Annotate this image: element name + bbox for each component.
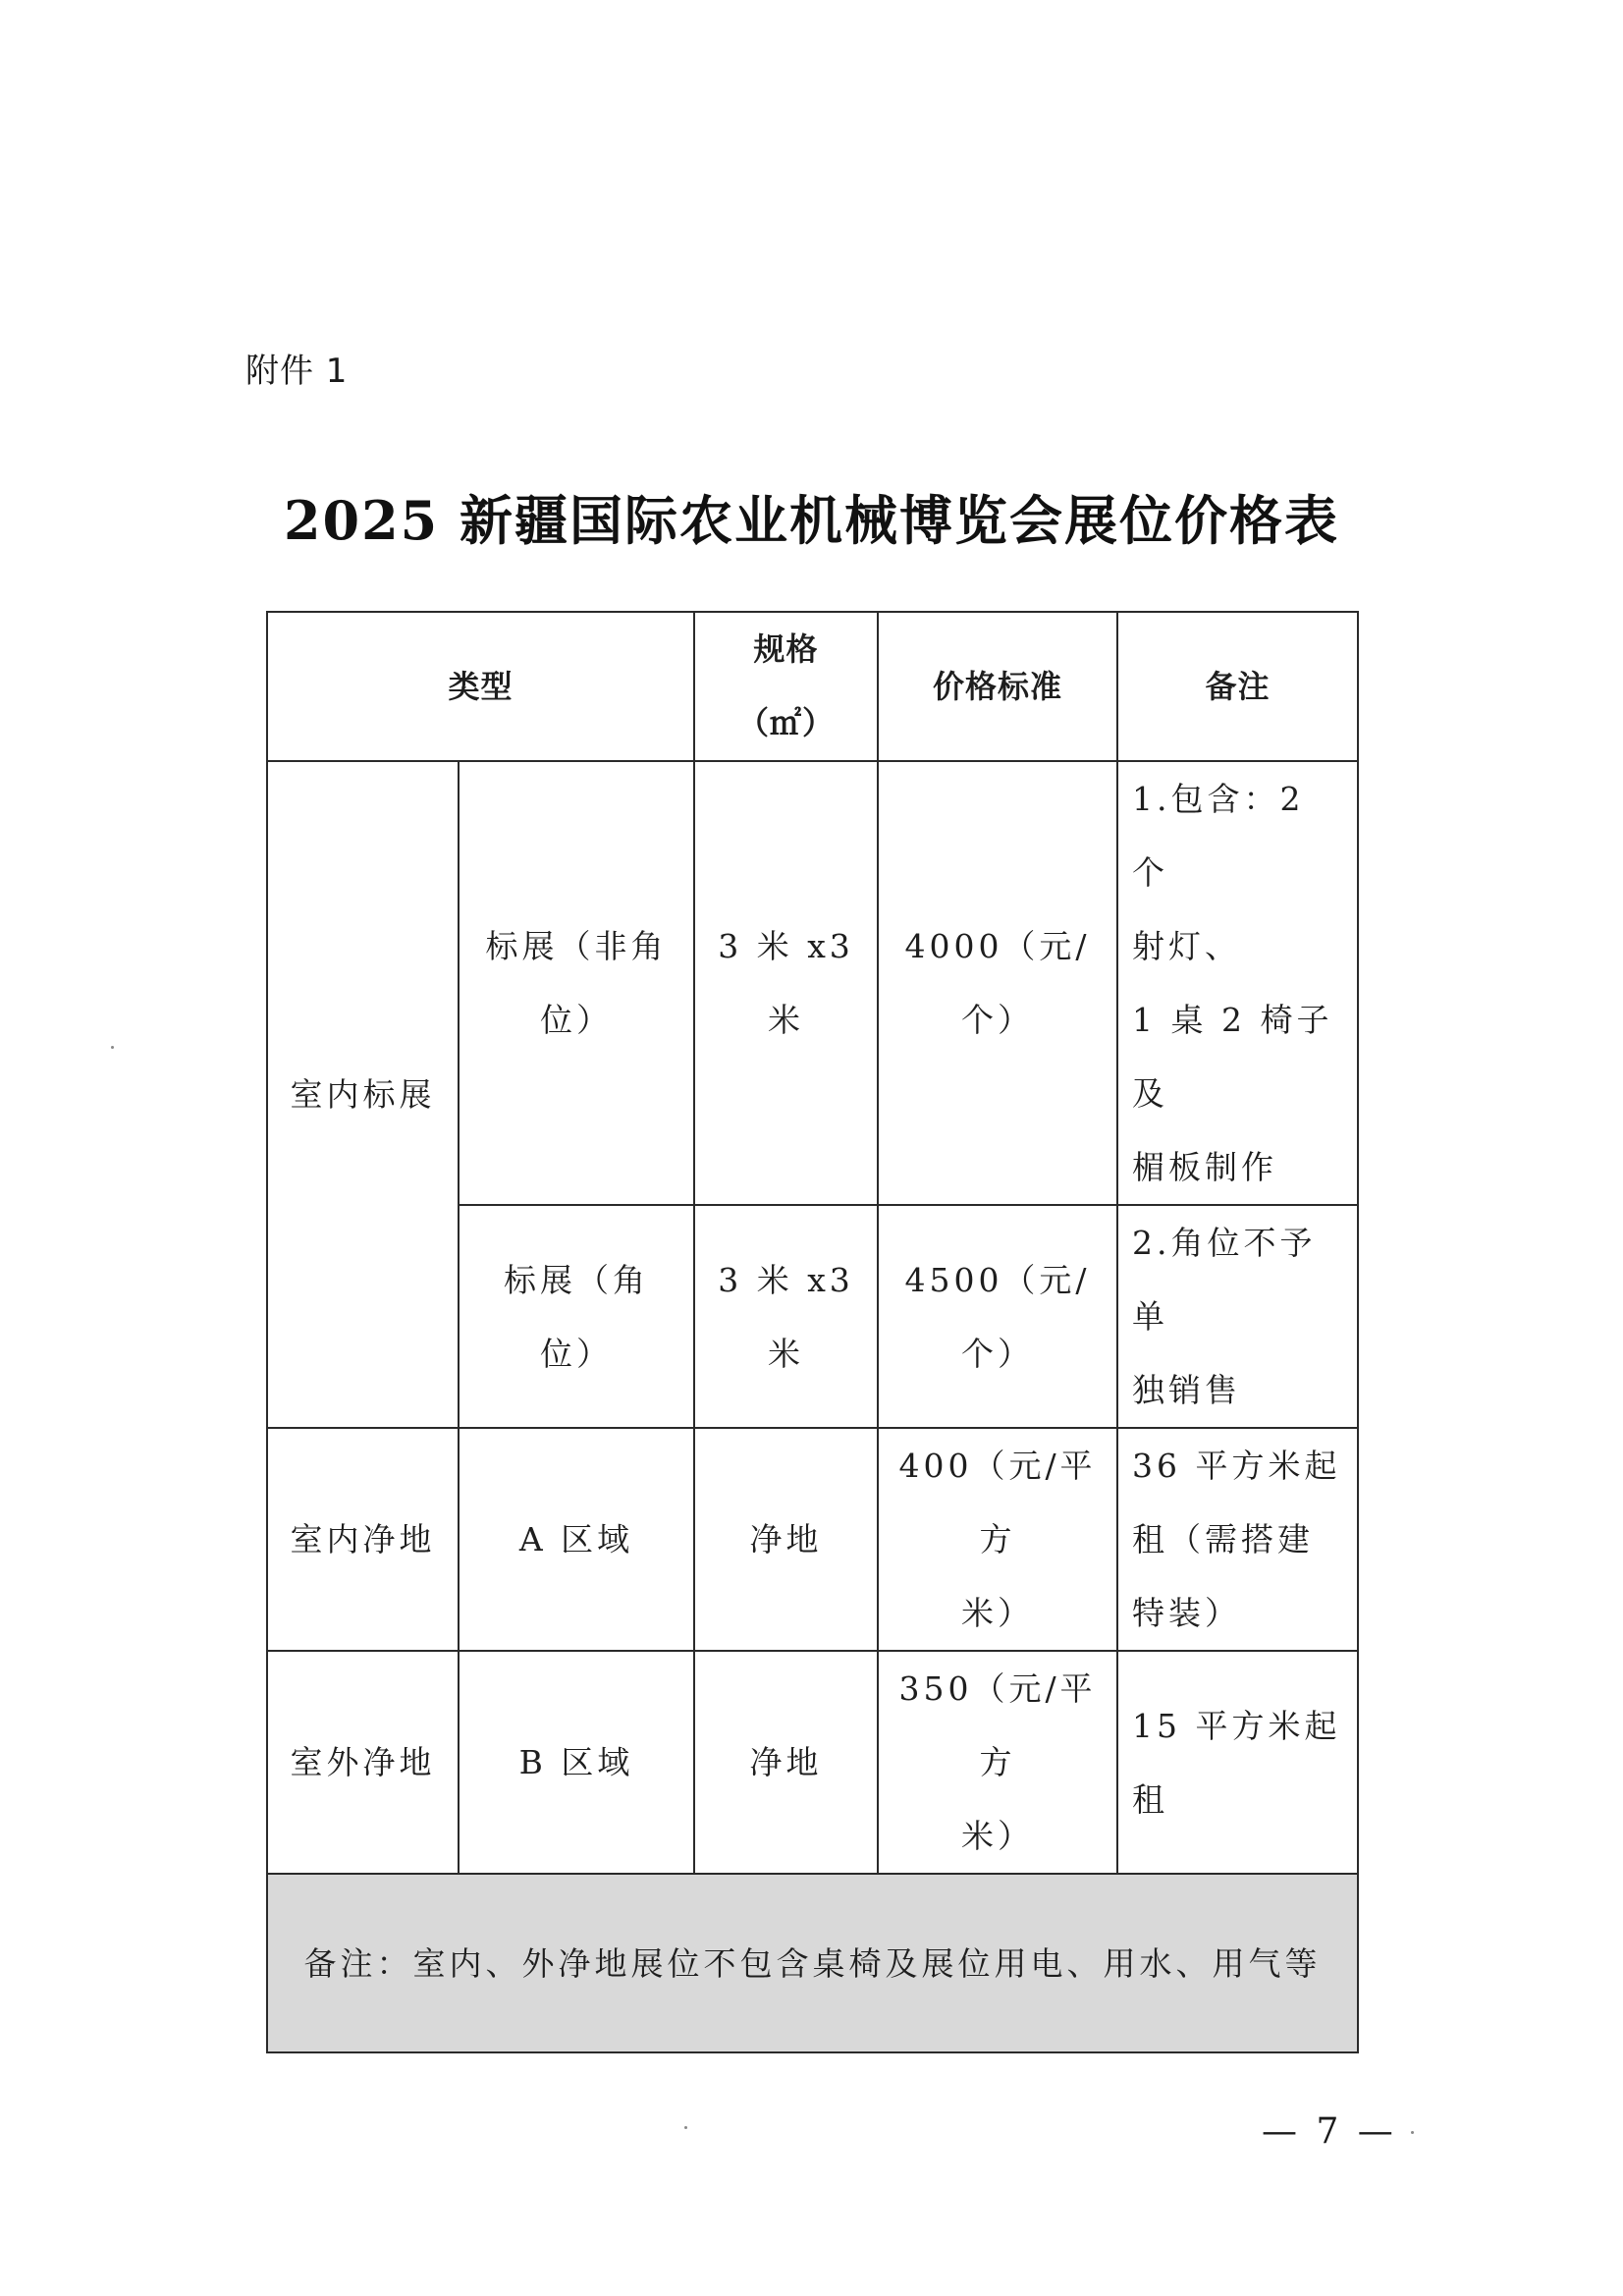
price-line: 4000（元/ xyxy=(904,927,1091,965)
remark-line: 楣板制作 xyxy=(1132,1148,1278,1186)
remark-cell xyxy=(1117,1205,1358,1428)
scan-speck xyxy=(1411,2131,1414,2134)
table-row xyxy=(267,1651,1358,1874)
subtype-cell: A 区域 xyxy=(459,1428,694,1651)
table-row xyxy=(267,1428,1358,1651)
remark-line: 2.角位不予单 xyxy=(1132,1224,1317,1336)
subtype-line: 标展（角 xyxy=(504,1260,649,1299)
spec-cell xyxy=(694,1205,878,1428)
category-cell: 室外净地 xyxy=(267,1651,459,1874)
attachment-label: 附件 1 xyxy=(245,352,349,391)
subtype-line: 标展（非角 xyxy=(485,927,668,965)
spec-line: 米 xyxy=(768,1334,805,1373)
remark-cell xyxy=(1117,1428,1358,1651)
header-type: 类型 xyxy=(267,612,694,761)
remark-cell xyxy=(1117,1651,1358,1874)
remark-line: 36 平方米起 xyxy=(1132,1447,1341,1485)
category-cell: 室内净地 xyxy=(267,1428,459,1651)
subtype-cell: B 区域 xyxy=(459,1651,694,1874)
header-spec-line1: 规格 xyxy=(753,630,819,668)
header-spec-line2: （㎡） xyxy=(737,704,836,741)
price-line: 350（元/平方 xyxy=(898,1669,1097,1781)
price-cell xyxy=(878,1205,1117,1428)
price-line: 4500（元/ xyxy=(904,1260,1091,1299)
price-line: 米） xyxy=(961,1817,1035,1855)
remark-line: 15 平方米起 xyxy=(1132,1706,1341,1745)
subtype-line: 位） xyxy=(540,1001,613,1039)
spec-cell: 净地 xyxy=(694,1651,878,1874)
price-line: 个） xyxy=(961,1334,1035,1373)
table-footer-row xyxy=(267,1874,1358,2052)
page-number: — 7 — xyxy=(1262,2111,1397,2152)
spec-line: 米 xyxy=(768,1001,805,1039)
remark-line: 1.包含：2 个 xyxy=(1132,780,1305,892)
table-row xyxy=(267,761,1358,1205)
footer-note: 备注：室内、外净地展位不包含桌椅及展位用电、用水、用气等 xyxy=(267,1874,1358,2052)
header-spec xyxy=(694,612,878,761)
category-cell: 室内标展 xyxy=(267,761,459,1428)
price-cell xyxy=(878,761,1117,1205)
spec-cell xyxy=(694,761,878,1205)
remark-line: 1 桌 2 椅子及 xyxy=(1132,1001,1333,1113)
price-line: 个） xyxy=(961,1001,1035,1039)
table-header-row xyxy=(267,612,1358,761)
header-price: 价格标准 xyxy=(878,612,1117,761)
remark-line: 特装） xyxy=(1132,1594,1242,1632)
scan-speck xyxy=(111,1046,114,1049)
price-cell xyxy=(878,1651,1117,1874)
price-line: 400（元/平方 xyxy=(898,1447,1097,1558)
remark-line: 射灯、 xyxy=(1132,927,1242,965)
document-title: 2025 新疆国际农业机械博览会展位价格表 xyxy=(283,489,1340,552)
remark-line: 独销售 xyxy=(1132,1371,1242,1409)
subtype-cell xyxy=(459,1205,694,1428)
booth-price-table xyxy=(266,611,1359,2053)
spec-line: 3 米 x3 xyxy=(718,927,854,965)
scan-speck xyxy=(684,2126,687,2129)
header-remark: 备注 xyxy=(1117,612,1358,761)
spec-line: 3 米 x3 xyxy=(718,1260,854,1299)
remark-line: 租（需搭建 xyxy=(1132,1520,1315,1558)
remark-cell xyxy=(1117,761,1358,1205)
subtype-cell xyxy=(459,761,694,1205)
remark-line: 租 xyxy=(1132,1779,1169,1819)
price-cell xyxy=(878,1428,1117,1651)
price-line: 米） xyxy=(961,1594,1035,1632)
spec-cell: 净地 xyxy=(694,1428,878,1651)
subtype-line: 位） xyxy=(540,1334,613,1373)
